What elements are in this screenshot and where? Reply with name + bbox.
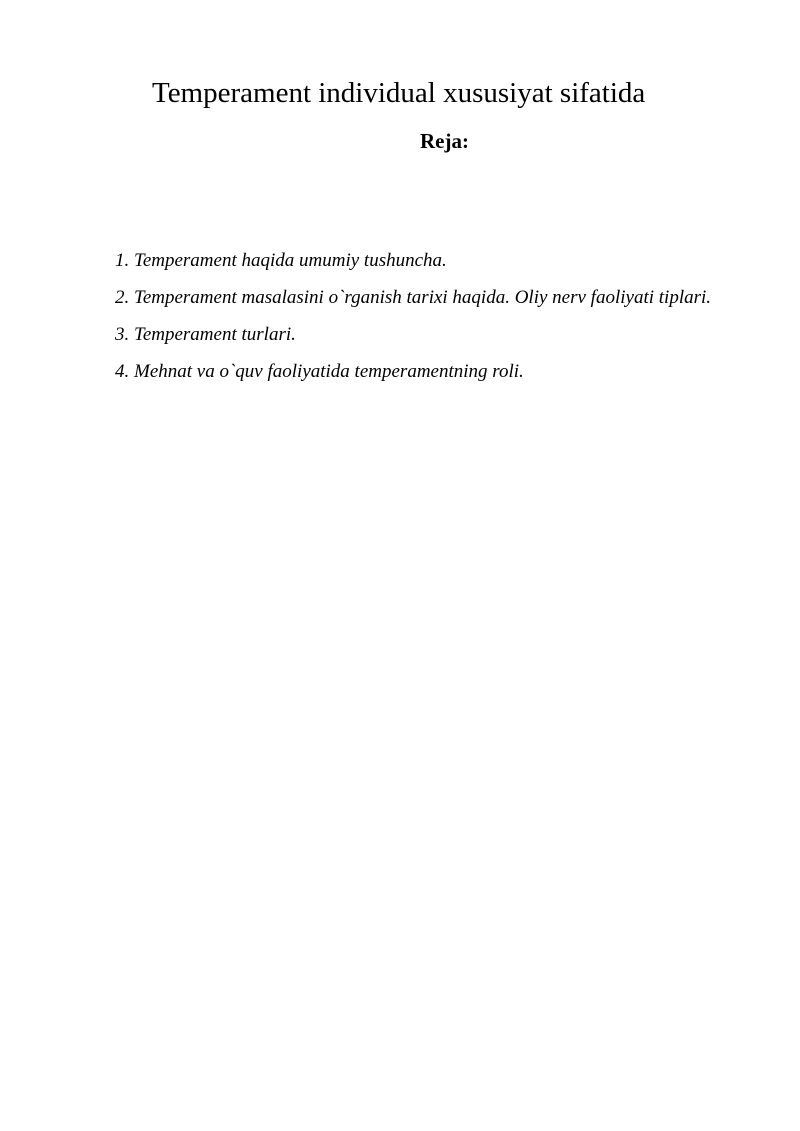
plan-item: 4. Mehnat va o`quv faoliyatida temperamentning roli.	[115, 361, 524, 382]
plan-heading: Reja:	[420, 129, 469, 153]
plan-list	[115, 242, 735, 390]
document-title: Temperament individual xususiyat sifatida	[152, 77, 646, 109]
plan-item: 2. Temperament masalasini o`rganish tarixi haqida. Oliy nerv faoliyati tiplari.	[115, 287, 712, 308]
plan-item: 1. Temperament haqida umumiy tushuncha.	[115, 250, 447, 271]
plan-item: 3. Temperament turlari.	[115, 324, 296, 345]
